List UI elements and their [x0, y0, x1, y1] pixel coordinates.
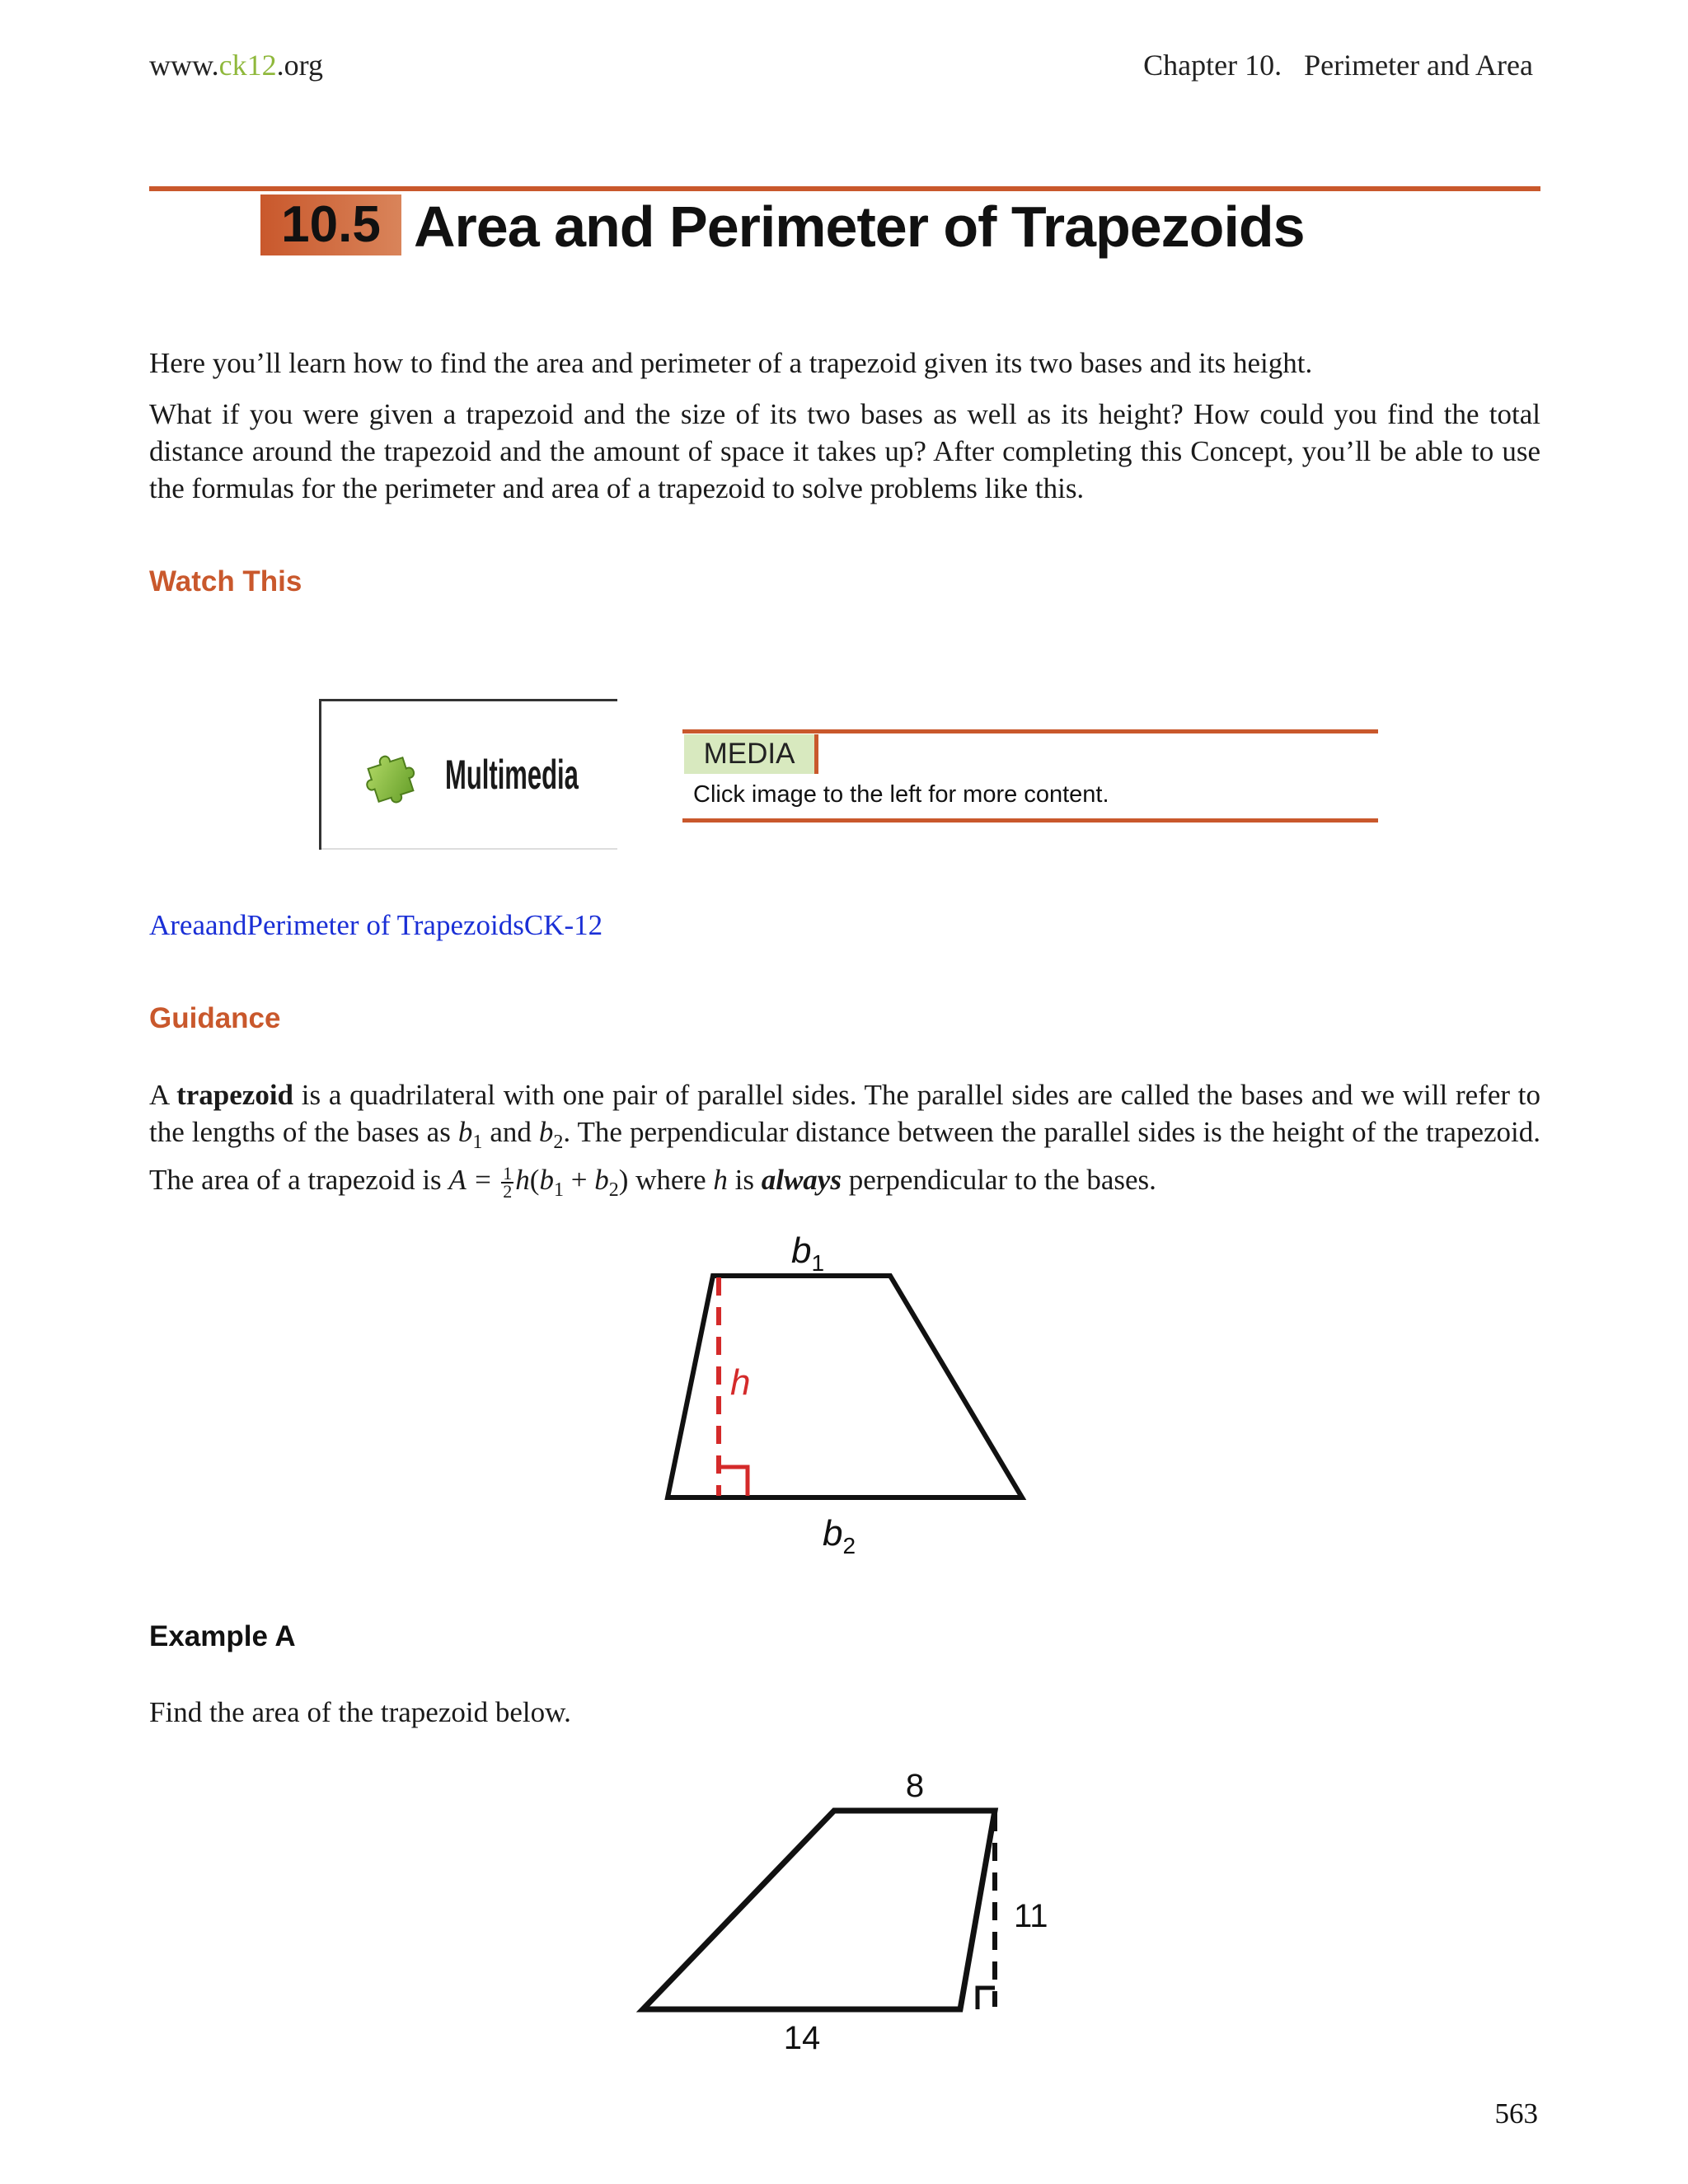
- multimedia-label: Multimedia: [445, 752, 579, 798]
- term-trapezoid: trapezoid: [176, 1079, 294, 1111]
- bottom-base-label: $b_2$: [823, 1513, 856, 1558]
- section-title: Area and Perimeter of Trapezoids: [414, 194, 1305, 259]
- example-a-prompt: Find the area of the trapezoid below.: [149, 1696, 571, 1728]
- fraction-one-half: $\frac{1}{2}$: [503, 1162, 513, 1202]
- media-tag: MEDIA: [684, 734, 818, 774]
- intro-question: What if you were given a trapezoid and the size of its two bases as well as its height? How could you find the total distance around the trapezoid and the amount of space it takes up? After completing this Concept, you’ll be able to use the formulas for the perimeter and area of a trapezoid to solve problems like this.: [149, 398, 1540, 504]
- media-rule-bottom: [682, 818, 1378, 823]
- media-rule-top: [682, 729, 1378, 733]
- site-suffix: .org: [276, 49, 323, 82]
- page-number: 563: [1494, 2097, 1538, 2130]
- example-trapezoid-outline: [643, 1811, 995, 2009]
- height-label: h: [730, 1362, 751, 1403]
- intro-summary: Here you’ll learn how to find the area and perimeter of a trapezoid given its two bases and its height.: [149, 347, 1313, 379]
- top-base-label: $b_1$: [791, 1230, 825, 1276]
- video-link[interactable]: AreaandPerimeter of TrapezoidsCK-12: [149, 909, 603, 941]
- media-note: Click image to the left for more content.: [693, 781, 1109, 808]
- right-angle-marker: [719, 1467, 748, 1496]
- example-a-diagram: [626, 1755, 1071, 2060]
- example-bottom-label: 14: [783, 2020, 821, 2056]
- guidance-heading: Guidance: [149, 1002, 281, 1034]
- example-a-heading: Example A: [149, 1620, 296, 1652]
- site-url[interactable]: [149, 48, 323, 82]
- watch-heading: Watch This: [149, 565, 302, 598]
- guidance-paragraph: A trapezoid is a quadrilateral with one pair of parallel sides. The parallel sides are called the bases and we will refer to the lengths of the bases as $b_1$ and $b_2$. The perpendicular distance between the parallel sides is the height of the trapezoid. The area of a trapezoid is A = $\frac{1}{2}$ $h(b_1 + b_2)$ where h is always perpendicular to the bases.: [149, 1079, 1540, 1202]
- example-height-label: 11: [1014, 1898, 1048, 1934]
- puzzle-icon: [361, 744, 425, 808]
- site-prefix: www.: [149, 49, 219, 82]
- chapter-title: Chapter 10. Perimeter and Area: [1143, 49, 1533, 82]
- section-number: 10.5: [260, 194, 401, 255]
- example-right-angle-marker: [978, 1988, 995, 2009]
- example-top-label: 8: [905, 1768, 925, 1804]
- site-brand: ck12: [218, 49, 277, 82]
- multimedia-thumbnail[interactable]: [319, 699, 617, 850]
- trapezoid-diagram: [643, 1220, 1039, 1566]
